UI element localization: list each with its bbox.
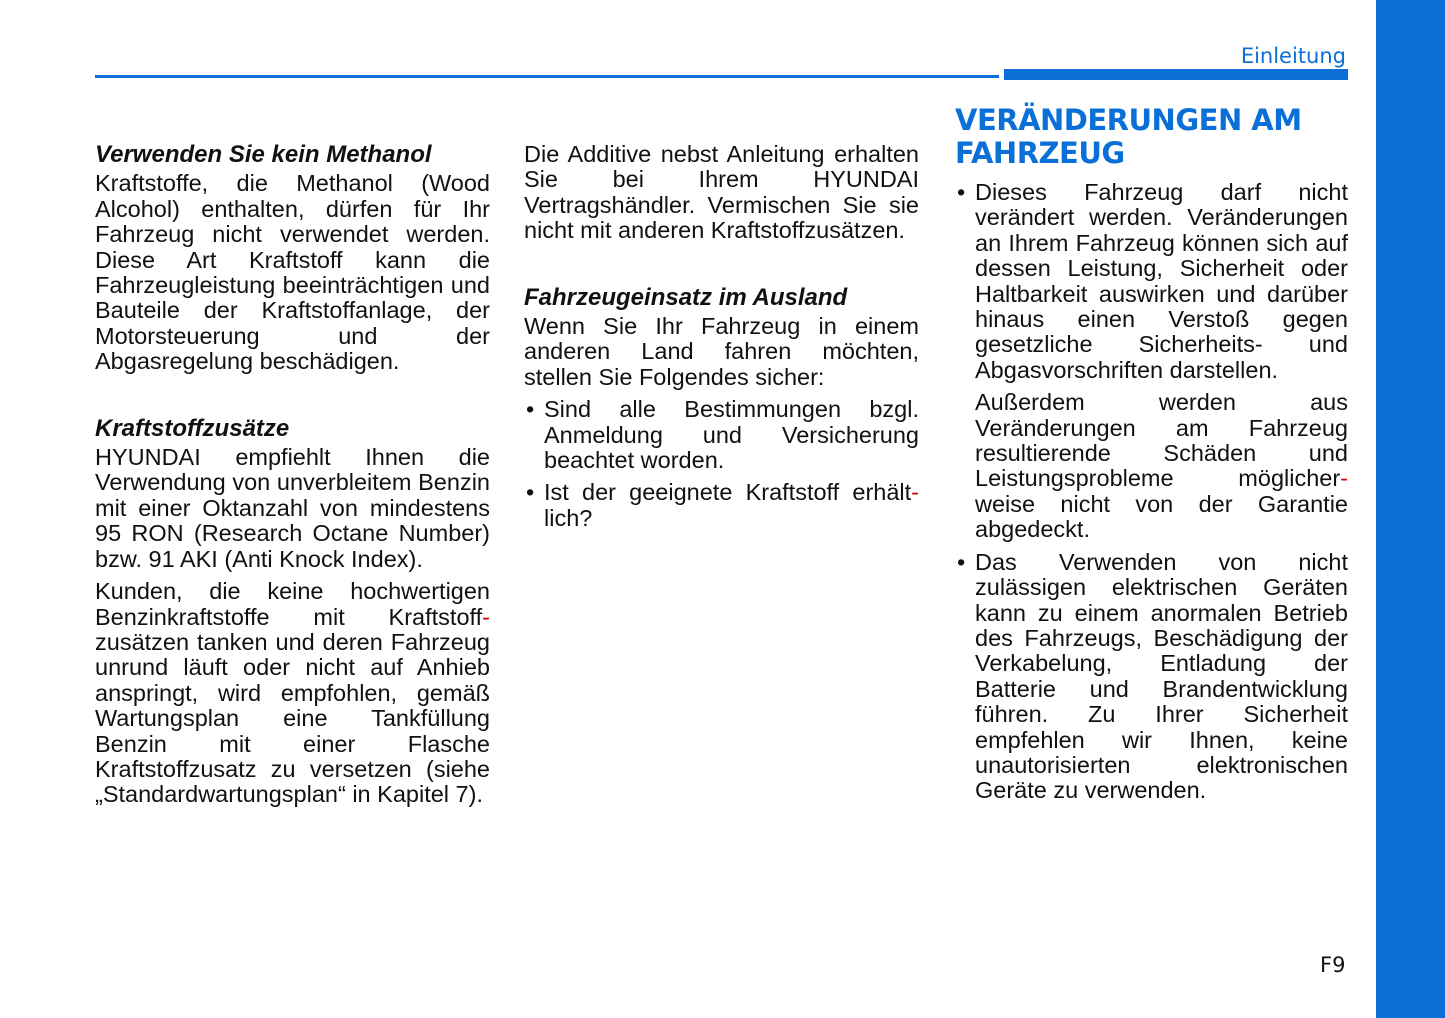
header-rule (95, 75, 999, 78)
paragraph-methanol: Kraftstoffe, die Methanol (Wood Alcohol) enthalten, dürfen für Ihr Fahrzeug nicht verwendet werden. Diese Art Kraftstoff kann die Fahrzeugleistung beeinträchtigen und Bauteile der Kraftstoffanlage, der Motorsteuerung und der Abgasregelung beschädigen. (95, 170, 490, 375)
subheading-abroad: Fahrzeugeinsatz im Ausland (524, 283, 848, 311)
paragraph-octane: HYUNDAI empfiehlt Ihnen die Verwendung von unverbleitem Benzin mit einer Oktanzahl von mindestens 95 RON (Research Octane Number) bzw. 91 AKI (Anti Knock Index). (95, 444, 490, 572)
subheading-additives: Kraftstoffzusätze (95, 414, 290, 442)
chapter-side-tab (1376, 0, 1445, 1018)
column-right (955, 104, 1348, 811)
list-item: • Sind alle Bestimmungen bzgl. Anmeldung und Versicherung beachtet worden. (526, 396, 919, 474)
list-item: • Das Verwenden von nicht zulässigen elektrischen Geräten kann zu einem anormalen Betrieb des Fahrzeugs, Beschädigung der Verkabelung, Entladung der Batterie und Brandentwicklung führen. Zu Ihrer Sicherheit empfehlen wir Ihnen, keine unautorisierten elektronischen Geräte zu verwenden. (957, 548, 1348, 804)
paragraph-additives-dealer: Die Additive nebst Anleitung erhalten Sie bei Ihrem HYUNDAI Vertragshändler. Vermischen Sie sie nicht mit anderen Kraftstoffzusätzen. (524, 141, 919, 244)
paragraph-abroad: Wenn Sie Ihr Fahrzeug in einem anderen Land fahren möchten, stellen Sie Folgendes sicher: (524, 313, 919, 390)
column-left (95, 142, 490, 815)
hyphen-mark: - (911, 479, 919, 506)
column-middle (524, 142, 919, 538)
header-rule-accent (1004, 69, 1348, 80)
hyphen-mark: - (482, 603, 490, 630)
subheading-methanol: Verwenden Sie kein Methanol (95, 141, 432, 168)
list-item: • Ist der geeignete Kraftstoff erhält-lich? (526, 479, 919, 531)
section-header: Einleitung (1240, 44, 1346, 68)
section-title: VERÄNDERUNGEN AM FAHRZEUG (955, 103, 1302, 170)
paragraph-warranty: Außerdem werden aus Veränderungen am Fahrzeug resultierende Schäden und Leistungsprobleme möglicher-weise nicht von der Garantie abgedeckt. (975, 389, 1348, 543)
list-item: • Dieses Fahrzeug darf nicht verändert werden. Veränderungen an Ihrem Fahrzeug können sich auf dessen Leistung, Sicherheit oder Haltbarkeit auswirken und darüber hinaus einen Verstoß gegen gesetzliche Sicherheits- und Abgasvorschriften darstellen. (957, 179, 1348, 383)
page-number: F9 (1320, 953, 1346, 977)
paragraph-additive-advice: Kunden, die keine hochwertigen Benzinkraftstoffe mit Kraftstoff-zusätzen tanken und deren Fahrzeug unrund läuft oder nicht auf Anhieb anspringt, wird empfohlen, gemäß Wartungsplan eine Tankfüllung Benzin mit einer Flasche Kraftstoffzusatz zu versetzen (siehe „Standardwartungsplan“ in Kapitel 7). (95, 578, 490, 808)
hyphen-mark: - (1340, 465, 1348, 492)
